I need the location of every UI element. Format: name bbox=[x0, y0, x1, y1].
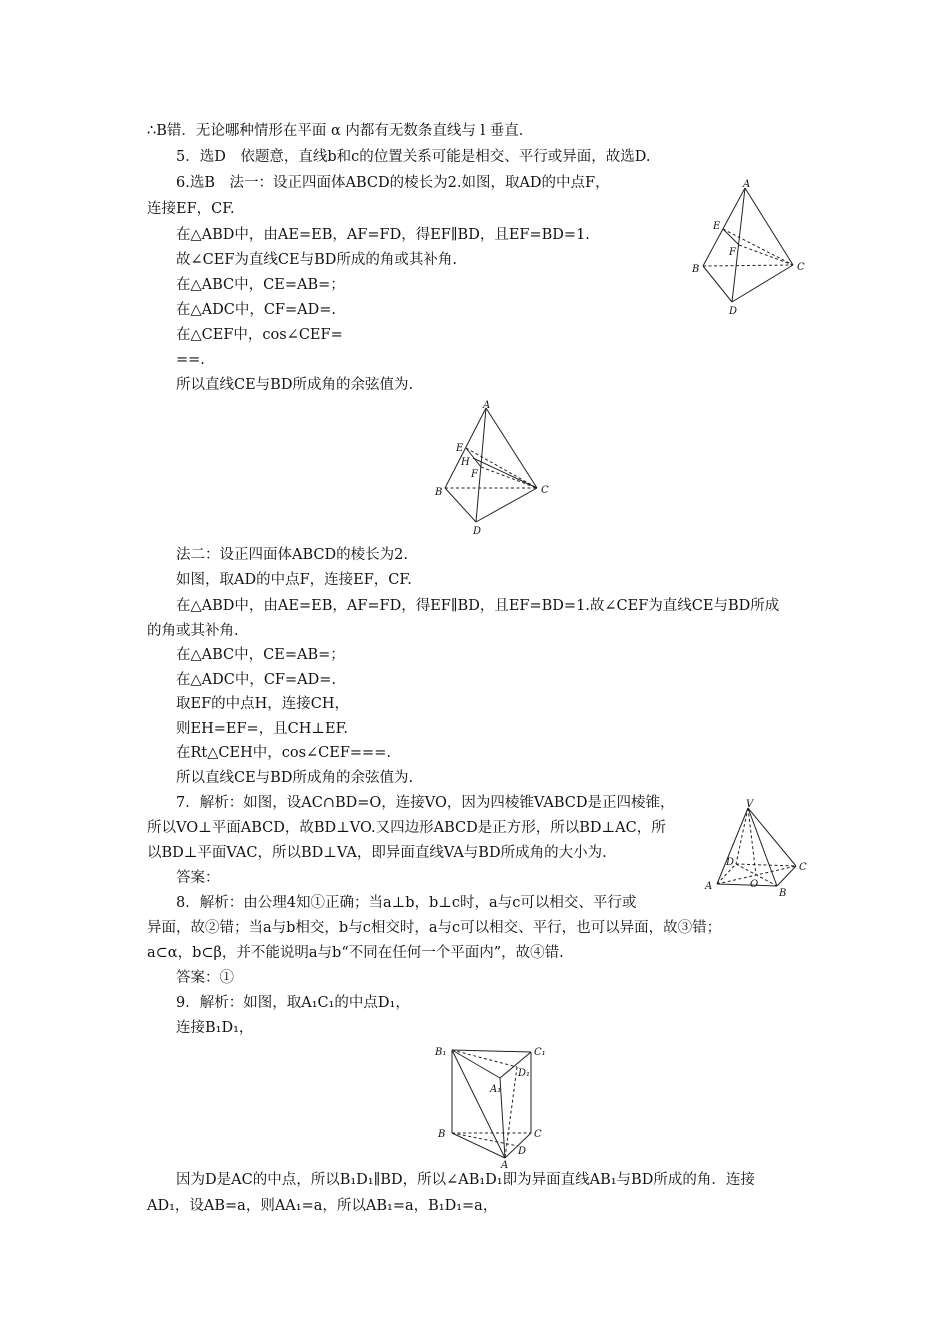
text-line-8: 在△ADC中，CF=AD=. bbox=[176, 302, 337, 318]
text-line-30: 9．解析：如图，取A₁C₁的中点D₁， bbox=[176, 995, 410, 1011]
prism-figure bbox=[430, 1038, 560, 1170]
label-C: C bbox=[797, 262, 805, 273]
text-line-23: 所以VO⊥平面ABCD，故BD⊥VO.又四边形ABCD是正方形，所以BD⊥AC，所 bbox=[147, 820, 666, 836]
text-line-3: 6.选B 法一：设正四面体ABCD的棱长为2.如图，取AD的中点F， bbox=[176, 175, 610, 191]
text-line-28: a⊂α，b⊂β，并不能说明a与b“不同在任何一个平面内”，故④错. bbox=[147, 945, 564, 961]
label-B: B bbox=[435, 487, 443, 498]
text-line-6: 故∠CEF为直线CE与BD所成的角或其补角. bbox=[176, 252, 457, 268]
label-B: B bbox=[438, 1129, 446, 1140]
text-line-9: 在△CEF中，cos∠CEF= bbox=[176, 327, 343, 343]
label-D: D bbox=[473, 526, 482, 537]
label-A: A bbox=[743, 179, 751, 190]
label-B: B bbox=[779, 888, 787, 898]
text-line-18: 取EF的中点H，连接CH， bbox=[176, 696, 350, 712]
text-line-33: AD₁，设AB=a，则AA₁=a，所以AB₁=a，B₁D₁=a， bbox=[147, 1198, 498, 1214]
label-B1: B₁ bbox=[435, 1047, 447, 1058]
text-line-29: 答案：① bbox=[176, 970, 234, 986]
text-line-19: 则EH=EF=，且CH⊥EF. bbox=[176, 721, 349, 737]
label-D1: D₁ bbox=[518, 1068, 531, 1079]
label-E: E bbox=[713, 221, 721, 232]
text-line-24: 以BD⊥平面VAC，所以BD⊥VA，即异面直线VA与BD所成角的大小为. bbox=[147, 845, 607, 861]
tetrahedron-figure-2 bbox=[430, 398, 560, 538]
label-B: B bbox=[692, 264, 700, 275]
text-line-17: 在△ADC中，CF=AD=. bbox=[176, 672, 337, 688]
label-D: D bbox=[729, 306, 738, 317]
text-line-4: 连接EF，CF. bbox=[147, 201, 235, 217]
label-F: F bbox=[471, 469, 478, 480]
text-line-22: 7．解析：如图，设AC∩BD=O，连接VO，因为四棱锥VABCD是正四棱锥， bbox=[176, 795, 675, 811]
text-line-25: 答案： bbox=[176, 870, 220, 886]
text-line-5: 在△ABD中，由AE=EB，AF=FD，得EF∥BD，且EF=BD=1. bbox=[176, 227, 590, 243]
label-O: O bbox=[750, 879, 759, 890]
text-line-16: 在△ABC中，CE=AB=； bbox=[176, 647, 345, 663]
text-line-15: 的角或其补角. bbox=[147, 623, 239, 639]
label-D: D bbox=[726, 857, 735, 868]
text-line-31: 连接B₁D₁， bbox=[176, 1020, 254, 1036]
text-line-10: ==. bbox=[176, 352, 205, 368]
text-line-21: 所以直线CE与BD所成角的余弦值为. bbox=[176, 770, 414, 786]
pyramid-figure bbox=[700, 798, 815, 898]
label-D: D bbox=[518, 1146, 527, 1157]
label-A1: A₁ bbox=[490, 1084, 502, 1095]
label-A: A bbox=[483, 400, 491, 411]
label-C1: C₁ bbox=[534, 1047, 546, 1058]
label-V: V bbox=[746, 799, 754, 810]
text-line-2: 5．选D 依题意，直线b和c的位置关系可能是相交、平行或异面，故选D. bbox=[176, 149, 651, 165]
text-line-12: 法二：设正四面体ABCD的棱长为2. bbox=[176, 547, 408, 563]
label-A: A bbox=[705, 881, 713, 892]
label-H: H bbox=[461, 457, 470, 468]
label-F: F bbox=[729, 247, 736, 258]
text-line-20: 在Rt△CEH中，cos∠CEF===. bbox=[176, 745, 391, 761]
text-line-1: ∴B错．无论哪种情形在平面 α 内都有无数条直线与 l 垂直． bbox=[147, 123, 534, 139]
label-C: C bbox=[799, 862, 807, 873]
label-E: E bbox=[456, 443, 464, 454]
label-C: C bbox=[541, 485, 549, 496]
tetrahedron-figure-1 bbox=[685, 178, 815, 318]
text-line-26: 8．解析：由公理4知①正确；当a⊥b，b⊥c时，a与c可以相交、平行或 bbox=[176, 895, 637, 911]
label-A: A bbox=[501, 1160, 509, 1170]
text-line-13: 如图，取AD的中点F，连接EF，CF. bbox=[176, 572, 412, 588]
text-line-32: 因为D是AC的中点，所以B₁D₁∥BD，所以∠AB₁D₁即为异面直线AB₁与BD所成的角．连接 bbox=[176, 1172, 755, 1188]
text-line-14: 在△ABD中，由AE=EB，AF=FD，得EF∥BD，且EF=BD=1.故∠CEF为直线CE与BD所成 bbox=[176, 598, 780, 614]
text-line-27: 异面，故②错；当a与b相交，b与c相交时，a与c可以相交、平行，也可以异面，故③错； bbox=[147, 920, 722, 936]
text-line-7: 在△ABC中，CE=AB=； bbox=[176, 277, 345, 293]
text-line-11: 所以直线CE与BD所成角的余弦值为. bbox=[176, 377, 414, 393]
label-C: C bbox=[534, 1129, 542, 1140]
